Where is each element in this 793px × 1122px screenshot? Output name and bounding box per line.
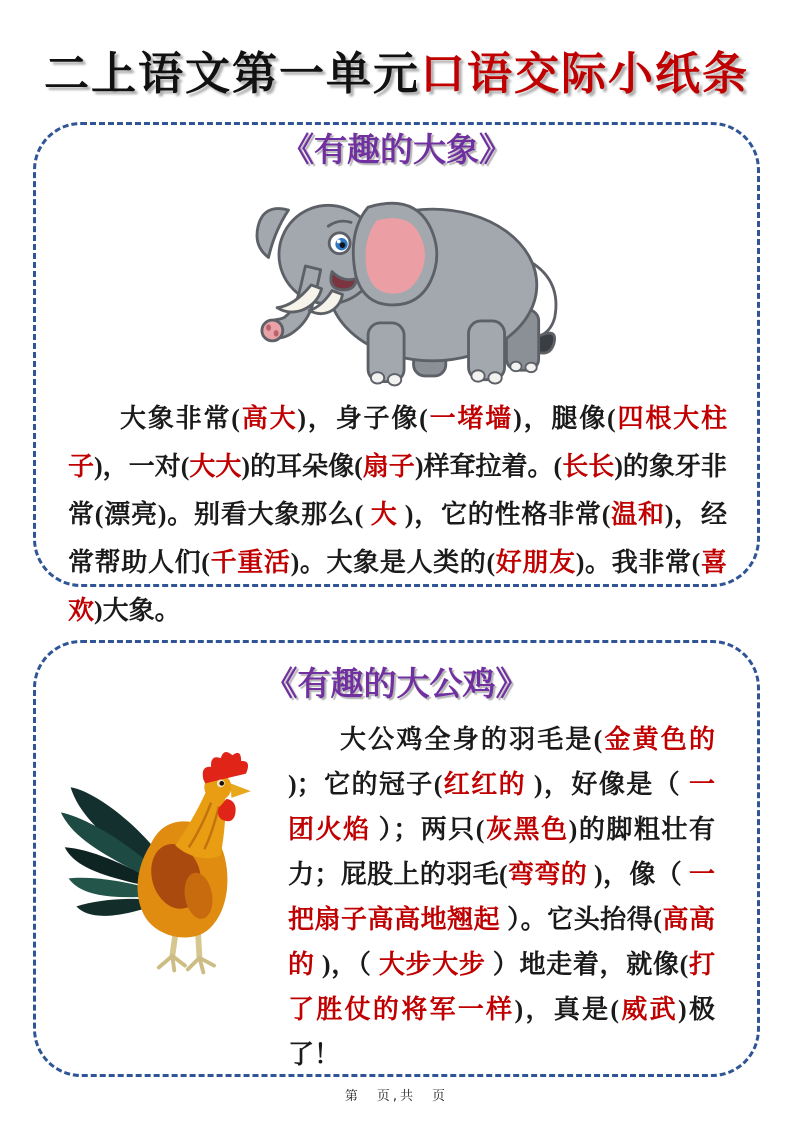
text-segment-black: 大公鸡全身的羽毛是( (340, 725, 603, 754)
text-segment-black: ）；两只( (370, 815, 485, 844)
text-segment-red: 一团火焰 (288, 770, 715, 844)
text-segment-black: )。大象是人类的( (290, 548, 496, 577)
rooster-illustration (52, 731, 282, 983)
text-segment-black: ）地走着，就像( (485, 950, 689, 979)
text-segment-black: ）。它头抬得( (500, 905, 662, 934)
text-segment-black: )，好像是（ (526, 770, 689, 799)
rooster-card (33, 640, 760, 1077)
rooster-image (52, 731, 282, 983)
text-segment-red: 弯弯的 (507, 860, 588, 889)
text-segment-red: 千重活 (209, 548, 291, 577)
text-segment-black: 大象非常( (120, 404, 240, 433)
text-segment-red: 高大 (239, 404, 298, 433)
rooster-card-title: 《有趣的大公鸡》 (264, 667, 529, 703)
elephant-image (219, 175, 574, 393)
text-segment-black: )，（ (314, 950, 379, 979)
text-segment-red: 红红的 (442, 770, 527, 799)
text-segment-red: 一把扇子高高地翘起 (288, 860, 715, 934)
text-segment-black: )，一对( (94, 452, 190, 481)
text-segment-black: )，身子像( (297, 404, 428, 433)
text-segment-red: 四根大柱子 (68, 404, 727, 481)
text-segment-black: )的脚粗壮有力；屁股上的羽毛( (288, 815, 715, 889)
page-title-black-part: 二上语文第一单元 (43, 49, 420, 99)
text-segment-black: )大象。 (94, 596, 181, 625)
page-title-red-part: 口语交际小纸条 (420, 49, 750, 99)
elephant-card-title: 《有趣的大象》 (281, 133, 512, 169)
text-segment-black: )，它的性格非常( (397, 500, 611, 529)
text-segment-black: )的象牙非常(漂亮)。别看大象那么( (68, 452, 727, 529)
rooster-paragraph (288, 717, 715, 1077)
text-segment-black: )，像（ (587, 860, 689, 889)
text-segment-black: )的耳朵像( (241, 452, 363, 481)
page-footer: 第 页,共 页 (344, 1089, 449, 1104)
text-segment-black: )极了！ (288, 995, 715, 1069)
elephant-illustration (219, 175, 574, 393)
text-segment-black: )样耷拉着。( (414, 452, 563, 481)
text-segment-red: 喜欢 (68, 548, 727, 625)
text-segment-red: 打了胜仗的将军一样 (288, 950, 715, 1024)
text-segment-black: )。我非常( (575, 548, 701, 577)
elephant-card (33, 122, 760, 625)
text-segment-red: 扇子 (362, 452, 415, 481)
text-segment-black: )，经常帮助人们( (68, 500, 727, 577)
text-segment-red: 灰黑色 (484, 815, 569, 844)
text-segment-red: 温和 (610, 500, 665, 529)
text-segment-red: 大步大步 (378, 950, 486, 979)
rooster-content-row (36, 705, 757, 1077)
text-segment-black: )；它的冠子( (288, 770, 443, 799)
page-title (0, 0, 793, 100)
text-segment-red: 一堵墙 (427, 404, 514, 433)
text-segment-red: 大 (370, 500, 398, 529)
text-segment-red: 好朋友 (495, 548, 576, 577)
text-segment-black: )，腿像( (513, 404, 616, 433)
text-segment-red: 大大 (189, 452, 242, 481)
elephant-paragraph (68, 395, 727, 635)
text-segment-black: )，真是( (514, 995, 620, 1024)
text-segment-red: 高高的 (288, 905, 715, 979)
text-segment-red: 长长 (562, 452, 615, 481)
text-segment-red: 金黄色的 (602, 725, 715, 754)
text-segment-red: 威武 (619, 995, 678, 1024)
